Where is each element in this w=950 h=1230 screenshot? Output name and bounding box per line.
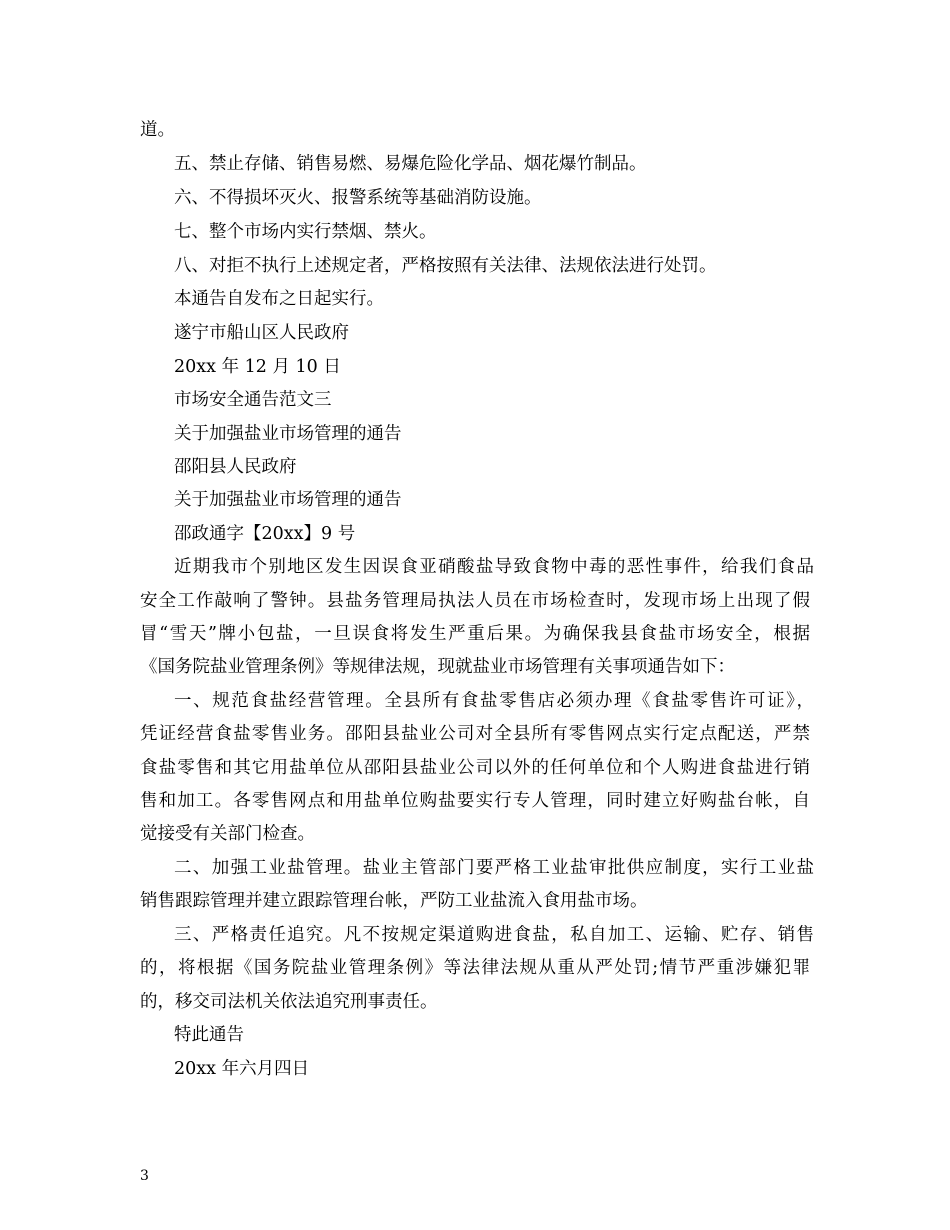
document-number: 邵政通字【20xx】9 号 xyxy=(174,524,356,544)
text-line: 五、禁止存储、销售易燃、易爆危险化学品、烟花爆竹制品。 xyxy=(174,154,647,174)
date-line: 20xx 年六月四日 xyxy=(174,1059,310,1079)
paragraph-line: 销售跟踪管理并建立跟踪管理台帐，严防工业盐流入食用盐市场。 xyxy=(140,891,648,911)
closing-line: 特此通告 xyxy=(174,1025,244,1045)
paragraph-line: 《国务院盐业管理条例》等规律法规，现就盐业市场管理有关事项通告如下： xyxy=(140,657,735,677)
paragraph-line: 二、加强工业盐管理。盐业主管部门要严格工业盐审批供应制度，实行工业盐 xyxy=(174,858,814,878)
notice-title: 关于加强盐业市场管理的通告 xyxy=(174,424,402,444)
paragraph-line: 安全工作敲响了警钟。县盐务管理局执法人员在市场检查时，发现市场上出现了假 xyxy=(140,591,810,611)
date-line: 20xx 年 12 月 10 日 xyxy=(174,357,341,377)
paragraph-line: 三、严格责任追究。凡不按规定渠道购进食盐，私自加工、运输、贮存、销售 xyxy=(174,925,814,945)
text-line: 遂宁市船山区人民政府 xyxy=(174,323,349,343)
paragraph-line: 的，移交司法机关依法追究刑事责任。 xyxy=(140,992,438,1012)
page-number: 3 xyxy=(140,1168,149,1184)
text-line: 八、对拒不执行上述规定者，严格按照有关法律、法规依法进行处罚。 xyxy=(174,256,717,276)
notice-title: 关于加强盐业市场管理的通告 xyxy=(174,490,402,510)
paragraph-line: 食盐零售和其它用盐单位从邵阳县盐业公司以外的任何单位和个人购进食盐进行销 xyxy=(140,758,810,778)
text-line: 道。 xyxy=(140,120,175,140)
text-line: 本通告自发布之日起实行。 xyxy=(174,289,384,309)
paragraph-line: 一、规范食盐经营管理。全县所有食盐零售店必须办理《食盐零售许可证》， xyxy=(174,691,814,711)
paragraph-line: 凭证经营食盐零售业务。邵阳县盐业公司对全县所有零售网点实行定点配送，严禁 xyxy=(140,724,810,744)
paragraph-line: 觉接受有关部门检查。 xyxy=(140,824,315,844)
text-line: 七、整个市场内实行禁烟、禁火。 xyxy=(174,222,437,242)
paragraph-line: 的，将根据《国务院盐业管理条例》等法律法规从重从严处罚;情节严重涉嫌犯罪 xyxy=(140,958,810,978)
paragraph-line: 近期我市个别地区发生因误食亚硝酸盐导致食物中毒的恶性事件，给我们食品 xyxy=(174,557,814,577)
section-title: 市场安全通告范文三 xyxy=(174,390,332,410)
text-line: 六、不得损坏灭火、报警系统等基础消防设施。 xyxy=(174,188,542,208)
issuer-line: 邵阳县人民政府 xyxy=(174,457,297,477)
paragraph-line: 售和加工。各零售网点和用盐单位购盐要实行专人管理，同时建立好购盐台帐，自 xyxy=(140,791,810,811)
paragraph-line: 冒“雪天”牌小包盐，一旦误食将发生严重后果。为确保我县食盐市场安全，根据 xyxy=(140,624,810,644)
